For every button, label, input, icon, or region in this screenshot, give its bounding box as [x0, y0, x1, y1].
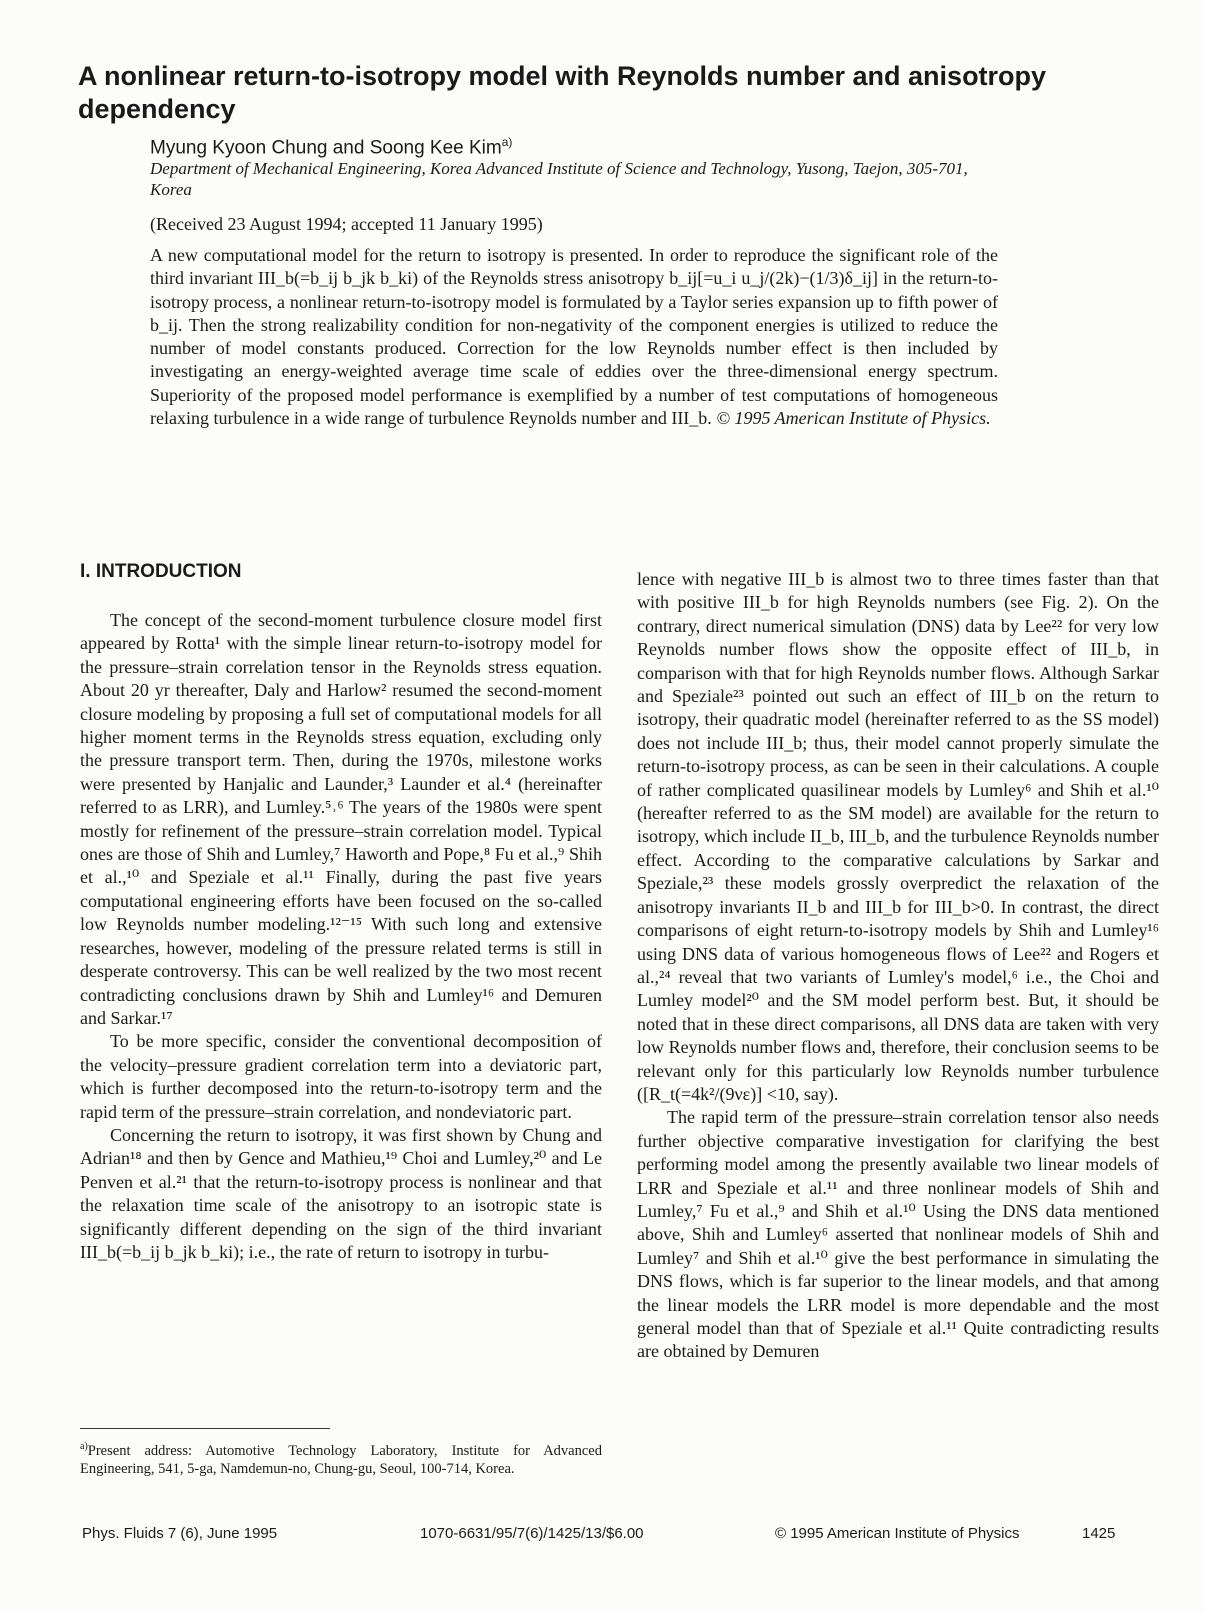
footnote-divider [80, 1428, 330, 1429]
paper-title: A nonlinear return-to-isotropy model with Reynolds number and anisotropy dependency [78, 61, 1047, 124]
footer-copyright: © 1995 American Institute of Physics [775, 1525, 1020, 1542]
right-column [637, 568, 1159, 1364]
page-number: 1425 [1082, 1525, 1116, 1542]
affiliation: Department of Mechanical Engineering, Korea Advanced Institute of Science and Technology, Yusong, Taejon, 305-701, Korea [150, 159, 968, 199]
abstract-copyright: © 1995 American Institute of Physics. [716, 408, 991, 429]
abstract-text: A new computational model for the return to isotropy is presented. In order to reproduce the significant role of the third invariant III_b(=b_ij b_jk b_ki) of the Reynolds stress anisotropy b_ij[=u_i u_j/(2k)−(1/3)δ_ij] in the return-to-isotropy process, a nonlinear return-to-isotropy model is formulated by a Taylor series expansion up to fifth power of b_ij. Then the strong realizability condition for non-negativity of the component energies is utilized to reduce the number of model constants produced. Correction for the low Reynolds number effect is then included by investigating an energy-weighted average time scale of eddies over the three-dimensional energy spectrum. Superiority of the proposed model performance is exemplified by a number of test computations of homogeneous relaxing turbulence in a wide range of turbulence Reynolds number and III_b. [150, 245, 998, 429]
footer-code: 1070-6631/95/7(6)/1425/13/$6.00 [420, 1525, 644, 1542]
paragraph: The rapid term of the pressure–strain correlation tensor also needs further objective comparative investigation for clarifying the best performing model among the presently available two linear models of LRR and Speziale et al.¹¹ and three nonlinear models of Shih and Lumley,⁷ Fu et al.,⁹ and Shih et al.¹⁰ Using the DNS data mentioned above, Shih and Lumley⁶ asserted that nonlinear models of Shih and Lumley⁷ and Shih et al.¹⁰ give the best performance in simulating the DNS flows, which is far superior to the linear models, and that among the linear models the LRR model is more dependable and the most general model than that of Speziale et al.¹¹ Quite contradicting results are obtained by Demuren [637, 1107, 1159, 1362]
authors-text: Myung Kyoon Chung and Soong Kee Kim [150, 137, 502, 159]
left-column [80, 560, 602, 1264]
footer-journal: Phys. Fluids 7 (6), June 1995 [82, 1525, 278, 1542]
section-heading: I. INTRODUCTION [80, 561, 242, 582]
abstract [150, 244, 998, 430]
paragraph: The concept of the second-moment turbulence closure model first appeared by Rotta¹ with the simple linear return-to-isotropy model for the pressure–strain correlation tensor in the Reynolds stress equation. About 20 yr thereafter, Daly and Harlow² resumed the second-moment closure modeling by proposing a full set of computational models for all higher moment terms in the Reynolds stress equation, excluding only the pressure transport term. Then, during the 1970s, milestone works were presented by Hanjalic and Launder,³ Launder et al.⁴ (hereinafter referred to as LRR), and Lumley.⁵˒⁶ The years of the 1980s were spent mostly for refinement of the pressure–strain correlation model. Typical ones are those of Shih and Lumley,⁷ Haworth and Pope,⁸ Fu et al.,⁹ Shih et al.,¹⁰ and Speziale et al.¹¹ Finally, during the past five years computational engineering efforts have been focused on the so-called low Reynolds number modeling.¹²⁻¹⁵ With such long and extensive researches, however, modeling of the pressure related terms is still in desperate controversy. This can be well realized by the two most recent contradicting conclusions drawn by Shih and Lumley¹⁶ and Demuren and Sarkar.¹⁷ [80, 610, 602, 1028]
footnote-mark: a) [80, 1441, 88, 1452]
paragraph: Concerning the return to isotropy, it was first shown by Chung and Adrian¹⁸ and then by Gence and Mathieu,¹⁹ Choi and Lumley,²⁰ and Le Penven et al.²¹ that the return-to-isotropy process is nonlinear and that the relaxation time scale of the anisotropy to an isotropic state is significantly different depending on the sign of the third invariant III_b(=b_ij b_jk b_ki); i.e., the rate of return to isotropy in turbu- [80, 1124, 602, 1262]
received-dates: (Received 23 August 1994; accepted 11 January 1995) [150, 214, 543, 234]
paragraph: To be more specific, consider the conventional decomposition of the velocity–pressure gradient correlation term into a deviatoric part, which is further decomposed into the return-to-isotropy term and the rapid term of the pressure–strain correlation, and nondeviatoric part. [80, 1031, 602, 1122]
footnote-text: Present address: Automotive Technology Laboratory, Institute for Advanced Engineering, 541, 5-ga, Namdemun-no, Chung-gu, Seoul, 100-714, Korea. [80, 1442, 602, 1477]
author-list [150, 130, 512, 160]
author-note-mark: a) [501, 135, 513, 149]
footnote [80, 1438, 602, 1478]
paragraph: lence with negative III_b is almost two to three times faster than that with positive III_b for high Reynolds numbers (see Fig. 2). On the contrary, direct numerical simulation (DNS) data by Lee²² for very low Reynolds number flows show the opposite effect of III_b, in comparison with that for high Reynolds number flows. Although Sarkar and Speziale²³ pointed out such an effect of III_b on the return to isotropy, their quadratic model (hereinafter referred to as the SS model) does not include III_b; thus, their model cannot properly simulate the return-to-isotropy process, as can be seen in their calculations. A couple of rather complicated quasilinear models by Lumley⁶ and Shih et al.¹⁰ (hereafter referred to as the SM model) are available for the return to isotropy, which include II_b, III_b, and the turbulence Reynolds number effect. According to the comparative calculations by Sarkar and Speziale,²³ these models grossly overpredict the relaxation of the anisotropy invariants II_b and III_b for III_b>0. In contrast, the direct comparisons of eight return-to-isotropy models by Shih and Lumley¹⁶ using DNS data of various homogeneous flows of Lee²² and Rogers et al.,²⁴ reveal that two variants of Lumley's model,⁶ i.e., the Choi and Lumley model²⁰ and the SM model perform best. But, it should be noted that in these direct comparisons, all DNS data are taken with very low Reynolds number flows and, therefore, their conclusion seems to be relevant only for this particularly low Reynolds number turbulence ([R_t(=4k²/(9νε)] <10, say). [637, 569, 1159, 1104]
